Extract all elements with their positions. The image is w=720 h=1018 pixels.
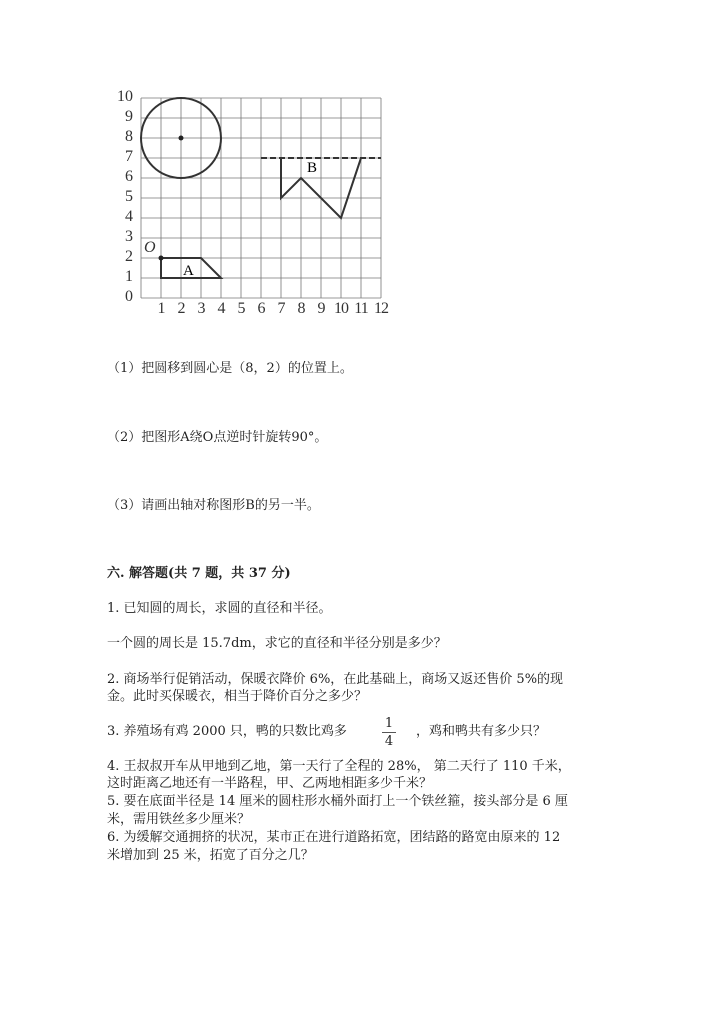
question-4-line2: 这时距离乙地还有一半路程，甲、乙两地相距多少千米？ [107, 776, 433, 791]
question-2-line2: 金。此时买保暖衣，相当于降价百分之多少？ [107, 689, 368, 704]
label-o: O [144, 239, 156, 256]
x-tick-label: 7 [277, 300, 285, 317]
task-3: （3）请画出轴对称图形B的另一半。 [107, 498, 320, 513]
question-6-line1: 6. 为缓解交通拥挤的状况，某市正在进行道路拓宽，团结路的路宽由原来的 12 [107, 830, 561, 845]
section-heading: 六. 解答题(共 7 题，共 37 分) [107, 566, 291, 581]
x-tick-label: 3 [197, 300, 205, 317]
question-4-line1: 4. 王叔叔开车从甲地到乙地，第一天行了全程的 28%， 第二天行了 110 千米， [107, 759, 571, 774]
question-6-line2: 米增加到 25 米，拓宽了百分之几？ [107, 848, 314, 863]
x-tick-label: 9 [317, 300, 325, 317]
y-tick-label: 2 [125, 248, 133, 265]
x-tick-label: 8 [297, 300, 305, 317]
circle-center [179, 136, 184, 141]
y-tick-label: 9 [125, 108, 133, 125]
question-1-detail: 一个圆的周长是 15.7dm，求它的直径和半径分别是多少？ [107, 636, 447, 651]
y-tick-label: 4 [125, 208, 133, 225]
y-tick-label: 3 [125, 228, 133, 245]
question-3-part2: ，鸡和鸭共有多少只？ [416, 724, 547, 739]
y-tick-label: 8 [125, 128, 133, 145]
label-a: A [183, 263, 194, 279]
y-tick-label: 1 [125, 268, 133, 285]
x-tick-label: 2 [177, 300, 185, 317]
y-tick-label: 0 [125, 288, 133, 305]
x-tick-label: 12 [374, 300, 388, 317]
grid-figure [140, 97, 382, 299]
y-tick-label: 7 [125, 148, 133, 165]
y-tick-label: 6 [125, 168, 133, 185]
x-tick-label: 4 [217, 300, 225, 317]
label-b: B [307, 160, 318, 176]
point-o [159, 256, 164, 261]
fraction-denominator: 4 [384, 734, 394, 749]
question-3-part1: 3. 养殖场有鸡 2000 只，鸭的只数比鸡多 [107, 724, 347, 739]
task-1: （1）把圆移到圆心是（8，2）的位置上。 [107, 361, 353, 376]
task-2: （2）把图形A绕O点逆时针旋转90°。 [107, 430, 328, 445]
y-tick-label: 5 [125, 188, 133, 205]
x-tick-label: 5 [237, 300, 245, 317]
y-tick-label: 10 [117, 88, 133, 105]
x-tick-label: 6 [257, 300, 265, 317]
question-5-line2: 米，需用铁丝多少厘米？ [107, 812, 251, 827]
fraction [382, 715, 396, 750]
grid-lines [141, 98, 381, 298]
question-5-line1: 5. 要在底面半径是 14 厘米的圆柱形水桶外面打上一个铁丝箍，接头部分是 6 厘 [107, 794, 568, 809]
x-tick-label: 10 [334, 300, 348, 317]
x-tick-label: 1 [157, 300, 165, 317]
question-1: 1. 已知圆的周长，求圆的直径和半径。 [107, 601, 332, 616]
fraction-numerator: 1 [382, 715, 396, 733]
question-2-line1: 2. 商场举行促销活动，保暖衣降价 6%，在此基础上，商场又返还售价 5%的现 [107, 672, 564, 687]
x-tick-label: 11 [354, 300, 368, 317]
